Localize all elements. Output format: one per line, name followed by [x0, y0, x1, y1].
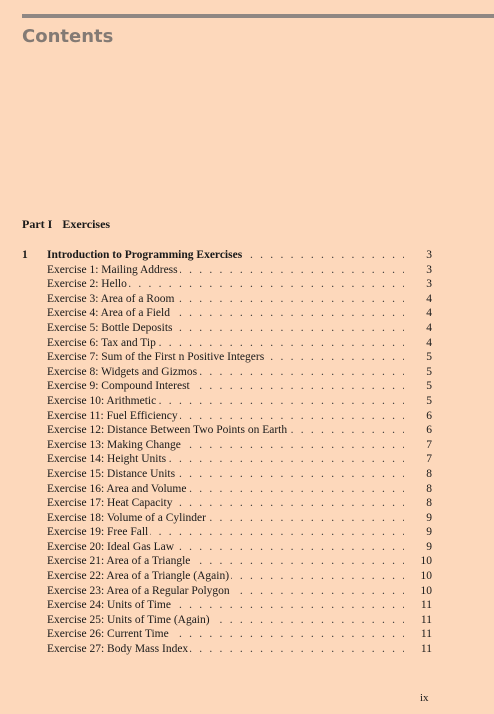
- toc-exercise-entry[interactable]: [22, 482, 432, 497]
- toc-exercise-entry[interactable]: [22, 598, 432, 613]
- exercise-title: Exercise 9: Compound Interest: [47, 380, 190, 393]
- exercise-title: Exercise 10: Arithmetic: [47, 394, 157, 407]
- toc-exercise-entry[interactable]: [22, 379, 432, 394]
- page-number: ix: [420, 692, 429, 704]
- exercise-page: 5: [406, 394, 432, 409]
- exercise-title: Exercise 7: Sum of the First n Positive Integers: [47, 351, 265, 364]
- exercise-title: Exercise 16: Area and Volume: [47, 482, 187, 495]
- exercise-title: Exercise 1: Mailing Address: [47, 263, 178, 276]
- toc-exercise-entry[interactable]: [22, 613, 432, 628]
- exercise-title: Exercise 18: Volume of a Cylinder: [47, 511, 206, 524]
- exercise-title: Exercise 2: Hello: [47, 278, 127, 291]
- exercise-page: 9: [406, 540, 432, 555]
- toc-exercise-entry[interactable]: [22, 438, 432, 453]
- chapter-number: 1: [22, 249, 28, 261]
- exercise-page: 8: [406, 482, 432, 497]
- toc-exercise-entry[interactable]: [22, 292, 432, 307]
- exercise-page: 5: [406, 379, 432, 394]
- page-title: Contents: [22, 26, 114, 47]
- exercise-title: Exercise 19: Free Fall: [47, 526, 149, 539]
- exercise-page: 4: [406, 336, 432, 351]
- toc-exercise-entry[interactable]: [22, 336, 432, 351]
- toc-exercise-entry[interactable]: [22, 540, 432, 555]
- exercise-title: Exercise 13: Making Change: [47, 438, 181, 451]
- exercise-title: Exercise 21: Area of a Triangle: [47, 555, 191, 568]
- exercise-page: 9: [406, 511, 432, 526]
- toc-exercise-entry[interactable]: [22, 394, 432, 409]
- toc-exercise-entry[interactable]: [22, 452, 432, 467]
- exercise-page: 10: [406, 554, 432, 569]
- exercise-page: 4: [406, 306, 432, 321]
- part-label: Part I: [22, 217, 53, 231]
- toc-exercise-entry[interactable]: [22, 511, 432, 526]
- exercise-title: Exercise 24: Units of Time: [47, 599, 171, 612]
- exercise-title: Exercise 6: Tax and Tip: [47, 336, 156, 349]
- toc-exercise-entry[interactable]: [22, 627, 432, 642]
- toc-exercise-entry[interactable]: [22, 423, 432, 438]
- exercise-page: 9: [406, 525, 432, 540]
- toc-exercise-entry[interactable]: [22, 409, 432, 424]
- toc-exercise-entry[interactable]: [22, 263, 432, 278]
- exercise-title: Exercise 14: Height Units: [47, 453, 167, 466]
- exercise-title: Exercise 11: Fuel Efficiency: [47, 409, 178, 422]
- chapter-title: Introduction to Programming Exercises: [47, 249, 243, 261]
- exercise-title: Exercise 12: Distance Between Two Points on Earth: [47, 424, 288, 437]
- exercise-page: 11: [406, 627, 432, 642]
- exercise-page: 6: [406, 409, 432, 424]
- exercise-title: Exercise 8: Widgets and Gizmos: [47, 365, 198, 378]
- toc-chapter-entry[interactable]: [22, 248, 432, 263]
- toc-exercise-entry[interactable]: [22, 306, 432, 321]
- exercise-title: Exercise 25: Units of Time (Again): [47, 613, 210, 626]
- exercise-page: 10: [406, 569, 432, 584]
- exercise-page: 10: [406, 584, 432, 599]
- part-title: Exercises: [62, 217, 111, 231]
- toc-exercise-entry[interactable]: [22, 496, 432, 511]
- exercise-title: Exercise 4: Area of a Field: [47, 307, 170, 320]
- toc-exercise-entry[interactable]: [22, 642, 432, 657]
- exercise-title: Exercise 23: Area of a Regular Polygon: [47, 584, 230, 597]
- toc-exercise-entry[interactable]: [22, 365, 432, 380]
- exercise-page: 5: [406, 350, 432, 365]
- top-rule: [22, 14, 494, 18]
- toc-exercise-entry[interactable]: [22, 350, 432, 365]
- exercise-page: 6: [406, 423, 432, 438]
- exercise-title: Exercise 27: Body Mass Index: [47, 643, 189, 656]
- exercise-page: 3: [406, 263, 432, 278]
- exercise-page: 8: [406, 496, 432, 511]
- toc-exercise-entry[interactable]: [22, 321, 432, 336]
- exercise-title: Exercise 5: Bottle Deposits: [47, 321, 173, 334]
- exercise-title: Exercise 3: Area of a Room: [47, 292, 175, 305]
- exercise-title: Exercise 22: Area of a Triangle (Again): [47, 570, 230, 583]
- toc-exercise-entry[interactable]: [22, 467, 432, 482]
- exercise-page: 7: [406, 452, 432, 467]
- exercise-page: 5: [406, 365, 432, 380]
- exercise-page: 7: [406, 438, 432, 453]
- exercise-title: Exercise 17: Heat Capacity: [47, 497, 173, 510]
- exercise-page: 11: [406, 613, 432, 628]
- exercise-page: 11: [406, 642, 432, 657]
- exercise-page: 11: [406, 598, 432, 613]
- table-of-contents: [22, 248, 432, 657]
- exercise-page: 4: [406, 321, 432, 336]
- toc-exercise-entry[interactable]: [22, 584, 432, 599]
- part-heading: [22, 217, 110, 232]
- toc-exercise-entry[interactable]: [22, 554, 432, 569]
- toc-exercise-entry[interactable]: [22, 569, 432, 584]
- toc-exercise-entry[interactable]: [22, 525, 432, 540]
- exercise-page: 3: [406, 277, 432, 292]
- exercise-page: 8: [406, 467, 432, 482]
- exercise-title: Exercise 20: Ideal Gas Law: [47, 540, 175, 553]
- exercise-page: 4: [406, 292, 432, 307]
- chapter-page: 3: [406, 248, 432, 263]
- exercise-title: Exercise 26: Current Time: [47, 628, 169, 641]
- exercise-title: Exercise 15: Distance Units: [47, 467, 176, 480]
- toc-exercise-entry[interactable]: [22, 277, 432, 292]
